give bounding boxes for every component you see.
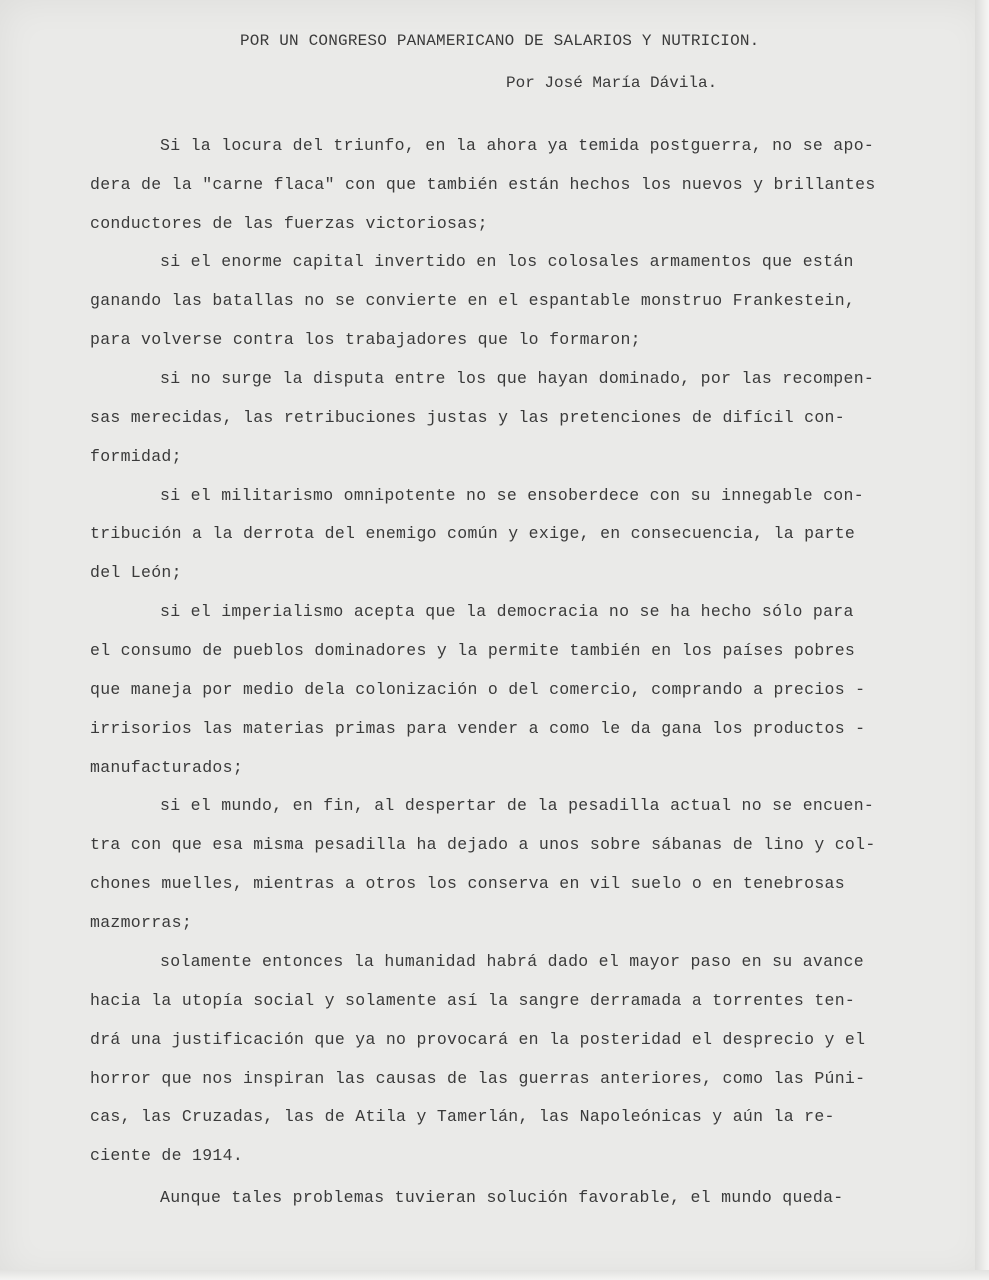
body-line: si el militarismo omnipotente no se ensoberdece con su innegable con-: [160, 486, 864, 505]
body-line: si el mundo, en fin, al despertar de la pesadilla actual no se encuen-: [160, 796, 875, 815]
body-line: ganando las batallas no se convierte en el espantable monstruo Frankestein,: [90, 291, 856, 310]
body-line: formidad;: [90, 447, 182, 466]
body-line: drá una justificación que ya no provocará en la posteridad el desprecio y el: [90, 1030, 866, 1049]
body-line: si el enorme capital invertido en los colosales armamentos que están: [160, 252, 854, 271]
page-edge-bottom: [0, 1270, 989, 1280]
body-line: manufacturados;: [90, 758, 244, 777]
body-line: dera de la "carne flaca" con que también están hechos los nuevos y brillantes: [90, 175, 876, 194]
body-line: Si la locura del triunfo, en la ahora ya temida postguerra, no se apo-: [160, 136, 875, 155]
body-line: que maneja por medio dela colonización o del comercio, comprando a precios -: [90, 680, 866, 699]
body-line: tra con que esa misma pesadilla ha dejado a unos sobre sábanas de lino y col-: [90, 835, 876, 854]
body-line: Aunque tales problemas tuvieran solución favorable, el mundo queda-: [160, 1188, 844, 1207]
body-line: si el imperialismo acepta que la democracia no se ha hecho sólo para: [160, 602, 854, 621]
body-line: solamente entonces la humanidad habrá dado el mayor paso en su avance: [160, 952, 864, 971]
body-line: cas, las Cruzadas, las de Atila y Tamerlán, las Napoleónicas y aún la re-: [90, 1107, 835, 1126]
body-line: si no surge la disputa entre los que hayan dominado, por las recompen-: [160, 369, 875, 388]
document-title: POR UN CONGRESO PANAMERICANO DE SALARIOS Y NUTRICION.: [240, 32, 760, 50]
body-line: hacia la utopía social y solamente así la sangre derramada a torrentes ten-: [90, 991, 856, 1010]
body-line: irrisorios las materias primas para vender a como le da gana los productos -: [90, 719, 866, 738]
body-line: sas merecidas, las retribuciones justas y las pretenciones de difícil con-: [90, 408, 845, 427]
body-line: para volverse contra los trabajadores que lo formaron;: [90, 330, 641, 349]
body-line: del León;: [90, 563, 182, 582]
page-edge-right: [975, 0, 989, 1280]
document-author: Por José María Dávila.: [506, 74, 718, 92]
body-line: ciente de 1914.: [90, 1146, 244, 1165]
body-line: chones muelles, mientras a otros los conserva en vil suelo o en tenebrosas: [90, 874, 845, 893]
body-line: el consumo de pueblos dominadores y la permite también en los países pobres: [90, 641, 856, 660]
body-line: tribución a la derrota del enemigo común y exige, en consecuencia, la parte: [90, 524, 856, 543]
body-line: mazmorras;: [90, 913, 193, 932]
body-line: conductores de las fuerzas victoriosas;: [90, 214, 488, 233]
body-line: horror que nos inspiran las causas de las guerras anteriores, como las Púni-: [90, 1069, 866, 1088]
